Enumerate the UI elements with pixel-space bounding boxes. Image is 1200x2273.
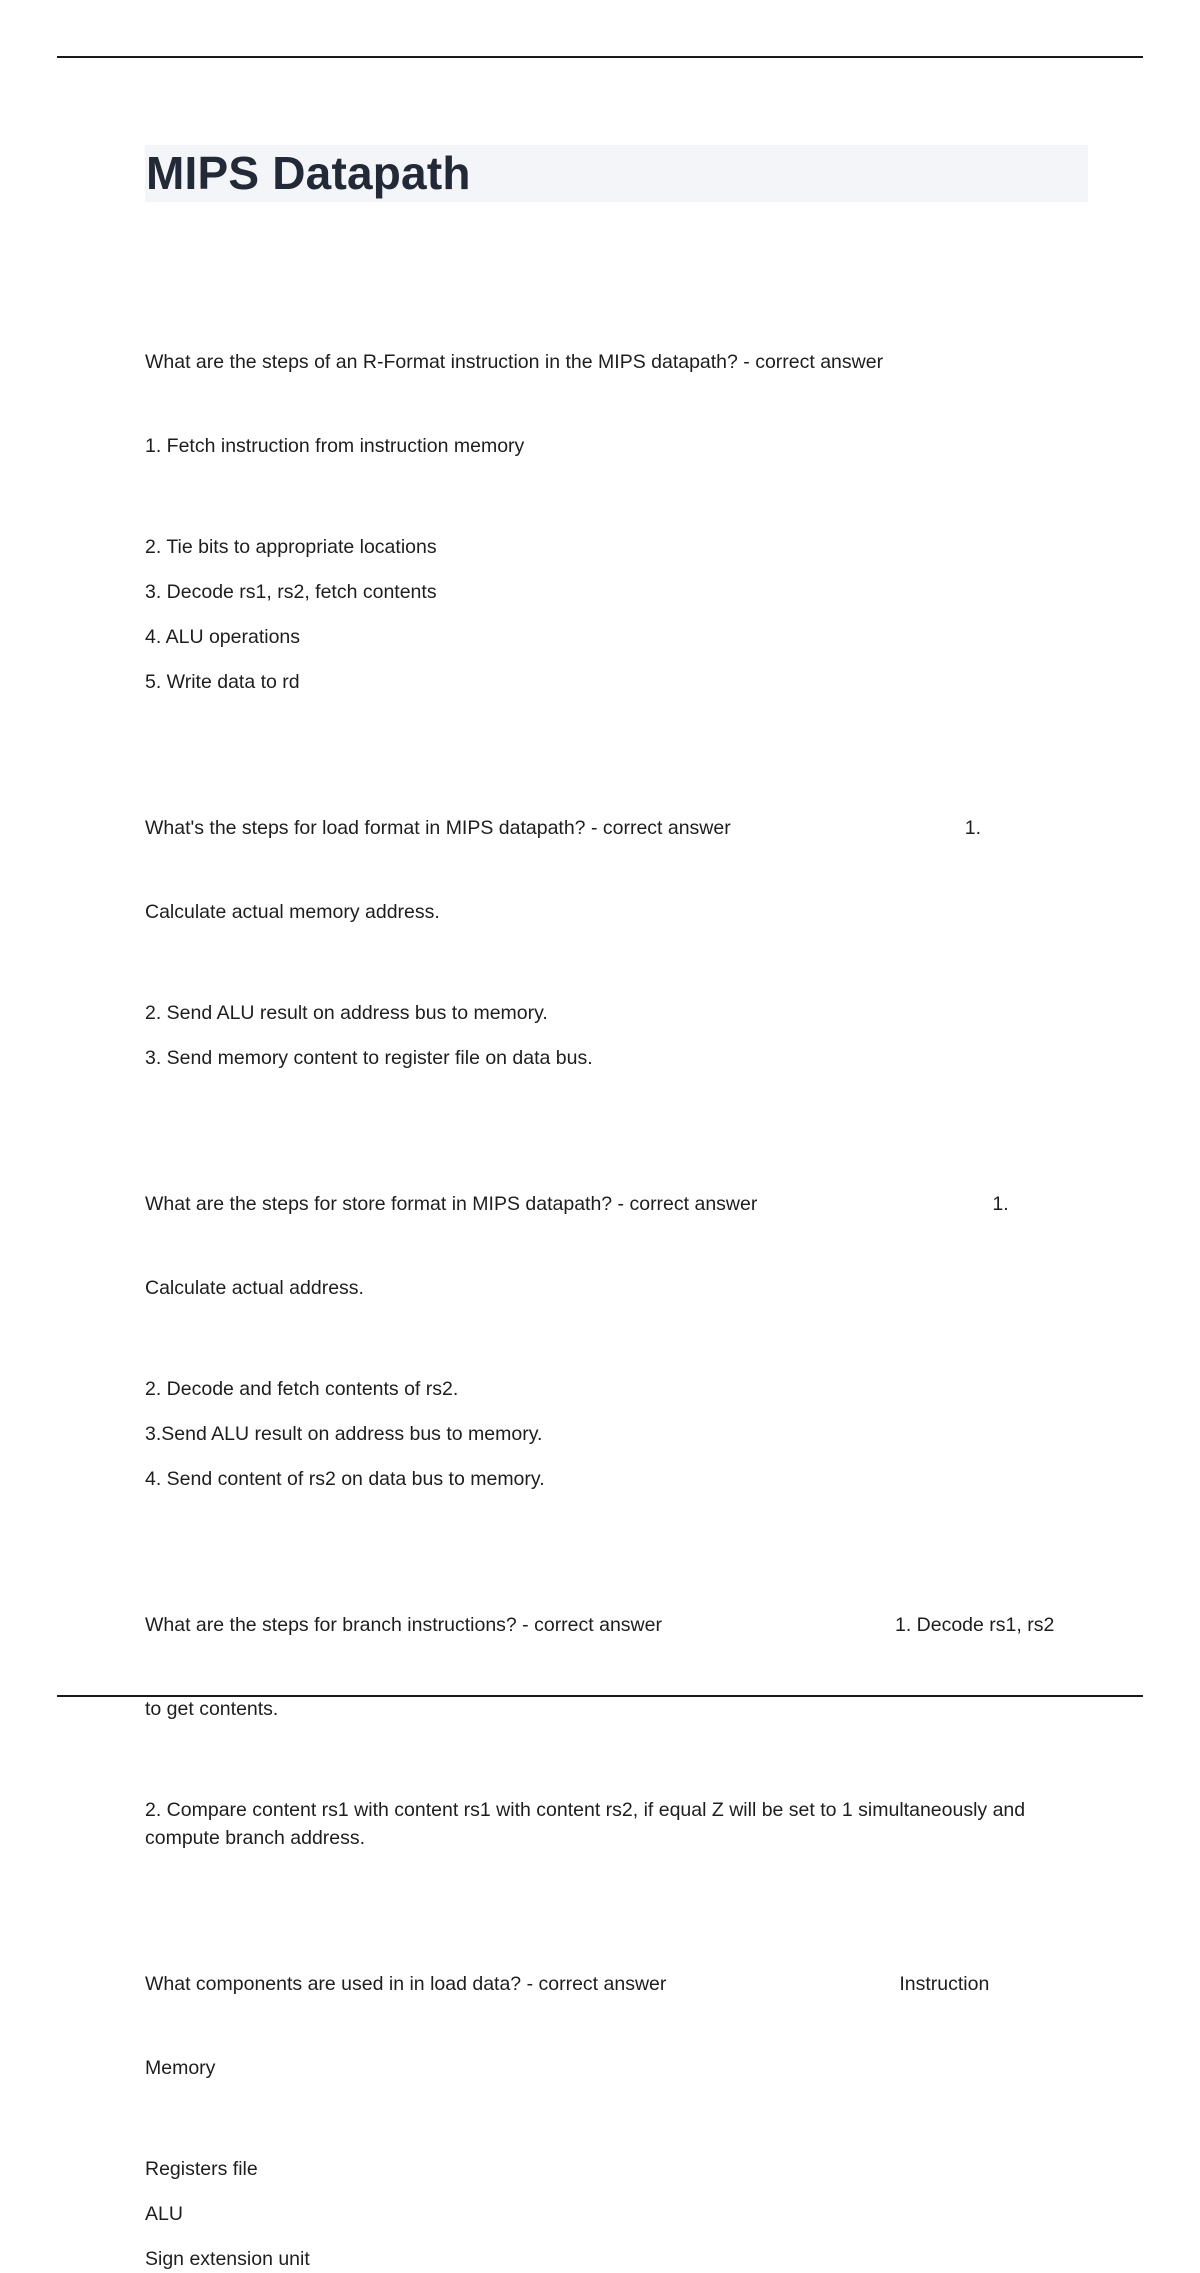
question-text [145, 1914, 1085, 2138]
document-body [145, 292, 1085, 2273]
question-line [145, 1190, 1085, 1218]
answer-step: 2. Decode and fetch contents of rs2. [145, 1378, 459, 1400]
question-text [145, 1134, 1085, 1358]
qa-block-store-format [145, 1134, 1085, 1493]
answer-step: ALU [145, 2203, 183, 2225]
answer-lead: Instruction [899, 1973, 990, 1995]
answer-step: 2. Tie bits to appropriate locations [145, 536, 437, 558]
answer-continuation: Memory [145, 2057, 216, 2079]
question-text [145, 1555, 1085, 1779]
answer-step: 2. Send ALU result on address bus to memory. [145, 1002, 548, 1024]
qa-block-load-format [145, 758, 1085, 1072]
answer-continuation: to get contents. [145, 1698, 279, 1720]
answer-lead: 1. [992, 1193, 1009, 1215]
answer-step: 4. Send content of rs2 on data bus to memory. [145, 1468, 545, 1490]
answer-continuation: Calculate actual address. [145, 1277, 364, 1299]
qa-block-r-format [145, 292, 1085, 696]
qa-block-branch [145, 1555, 1085, 1852]
question-line: What are the steps of an R-Format instruction in the MIPS datapath? - correct answer [145, 351, 884, 373]
answer-step: 3. Send memory content to register file on data bus. [145, 1047, 593, 1069]
question-label: What components are used in in load data? - correct answer [145, 1973, 667, 1995]
answer-step: 3. Decode rs1, rs2, fetch contents [145, 581, 437, 603]
top-rule [57, 56, 1143, 58]
bottom-rule [57, 1695, 1143, 1697]
qa-block-load-components [145, 1914, 1085, 2273]
question-line [145, 1970, 1085, 1998]
answer-step: Sign extension unit [145, 2248, 310, 2270]
question-label: What are the steps for branch instructions? - correct answer [145, 1614, 662, 1636]
page-title: MIPS Datapath [146, 147, 471, 199]
answer-continuation: Calculate actual memory address. [145, 901, 440, 923]
answer-step: 1. Fetch instruction from instruction memory [145, 435, 525, 457]
question-text [145, 292, 1085, 516]
answer-step: Registers file [145, 2158, 258, 2180]
question-line [145, 814, 1085, 842]
question-label: What's the steps for load format in MIPS datapath? - correct answer [145, 817, 731, 839]
answer-step: 2. Compare content rs1 with content rs1 with content rs2, if equal Z will be set to 1 simultaneously and compute branch address. [145, 1799, 1026, 1849]
answer-lead: 1. Decode rs1, rs2 [894, 1614, 1055, 1636]
answer-step: 5. Write data to rd [145, 671, 300, 693]
answer-step: 4. ALU operations [145, 626, 301, 648]
answer-lead: 1. [964, 817, 981, 839]
question-text [145, 758, 1085, 982]
answer-step: 3.Send ALU result on address bus to memory. [145, 1423, 543, 1445]
question-line [145, 1611, 1085, 1639]
question-label: What are the steps for store format in MIPS datapath? - correct answer [145, 1193, 758, 1215]
